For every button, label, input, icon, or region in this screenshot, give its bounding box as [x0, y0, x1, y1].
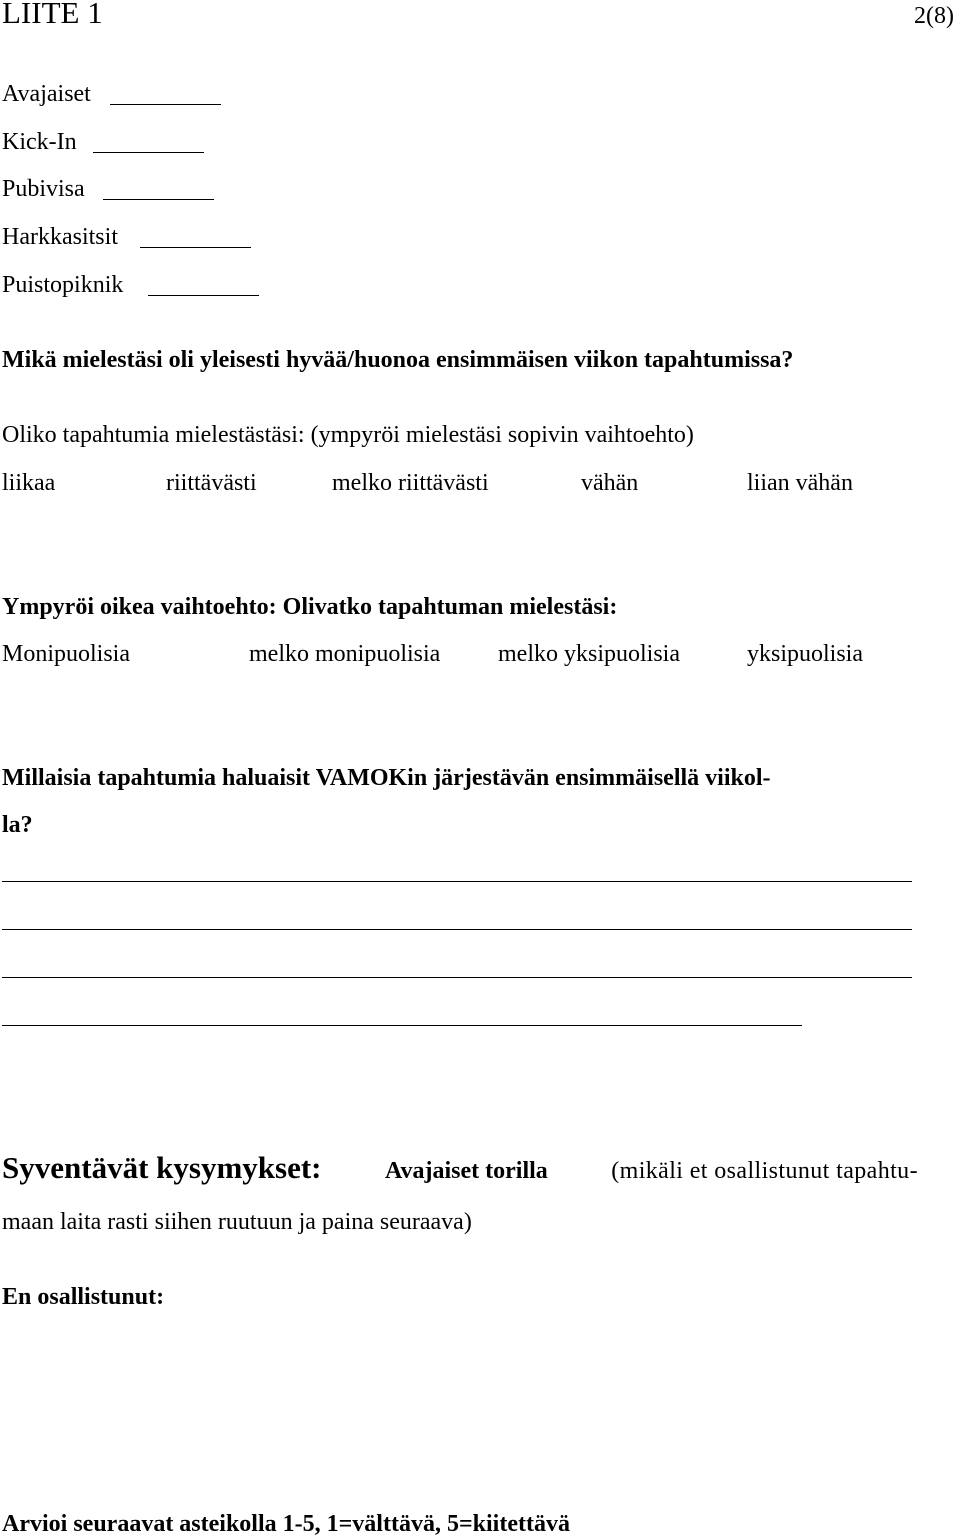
question-amount-of-events: Oliko tapahtumia mielestästäsi: (ympyröi mielestäsi sopivin vaihtoehto) [2, 422, 694, 448]
deep-questions-intro [2, 1150, 918, 1186]
event-label-puistopiknik: Puistopiknik [2, 272, 124, 298]
event-label-avajaiset: Avajaiset [2, 81, 91, 107]
question-variety: Ympyröi oikea vaihtoehto: Olivatko tapahtuman mielestäsi: [2, 594, 618, 620]
instruction-note: (mikäli et osallistunut tapahtu- [611, 1158, 918, 1184]
appendix-title: LIITE 1 [2, 0, 103, 30]
rating-instruction: Arvioi seuraavat asteikolla 1-5, 1=välttävä, 5=kiitettävä [2, 1511, 570, 1537]
answer-line[interactable] [2, 1025, 802, 1026]
event-name: Avajaiset torilla [384, 1158, 548, 1184]
event-blank-harkkasitsit[interactable] [140, 247, 251, 248]
event-label-harkkasitsit: Harkkasitsit [2, 224, 118, 250]
event-blank-avajaiset[interactable] [110, 104, 221, 105]
event-blank-puistopiknik[interactable] [148, 295, 259, 296]
answer-line[interactable] [2, 929, 912, 930]
option-melko-yksipuolisia[interactable]: melko yksipuolisia [498, 641, 680, 667]
answer-line[interactable] [2, 977, 912, 978]
option-melko-monipuolisia[interactable]: melko monipuolisia [249, 641, 441, 667]
event-blank-kick-in[interactable] [93, 152, 204, 153]
not-attended-label: En osallistunut: [2, 1284, 165, 1310]
option-liian-vahan[interactable]: liian vähän [747, 470, 853, 496]
option-liikaa[interactable]: liikaa [2, 470, 56, 496]
option-riittavasti[interactable]: riittävästi [166, 470, 257, 496]
option-monipuolisia[interactable]: Monipuolisia [2, 641, 131, 667]
event-label-kick-in: Kick-In [2, 129, 77, 155]
event-label-pubivisa: Pubivisa [2, 176, 85, 202]
event-blank-pubivisa[interactable] [103, 199, 214, 200]
answer-line[interactable] [2, 881, 912, 882]
page-number: 2(8) [914, 3, 954, 29]
option-melko-riittavasti[interactable]: melko riittävästi [332, 470, 489, 496]
instruction-note-cont: maan laita rasti siihen ruutuun ja paina seuraava) [2, 1209, 472, 1235]
question-desired-events: Millaisia tapahtumia haluaisit VAMOKin järjestävän ensimmäisellä viikol- [2, 765, 771, 791]
question-good-bad: Mikä mielestäsi oli yleisesti hyvää/huonoa ensimmäisen viikon tapahtumissa? [2, 347, 794, 373]
option-vahan[interactable]: vähän [581, 470, 639, 496]
question-desired-events-cont: la? [2, 812, 33, 838]
option-yksipuolisia[interactable]: yksipuolisia [747, 641, 864, 667]
section-heading: Syventävät kysymykset: [2, 1150, 322, 1185]
